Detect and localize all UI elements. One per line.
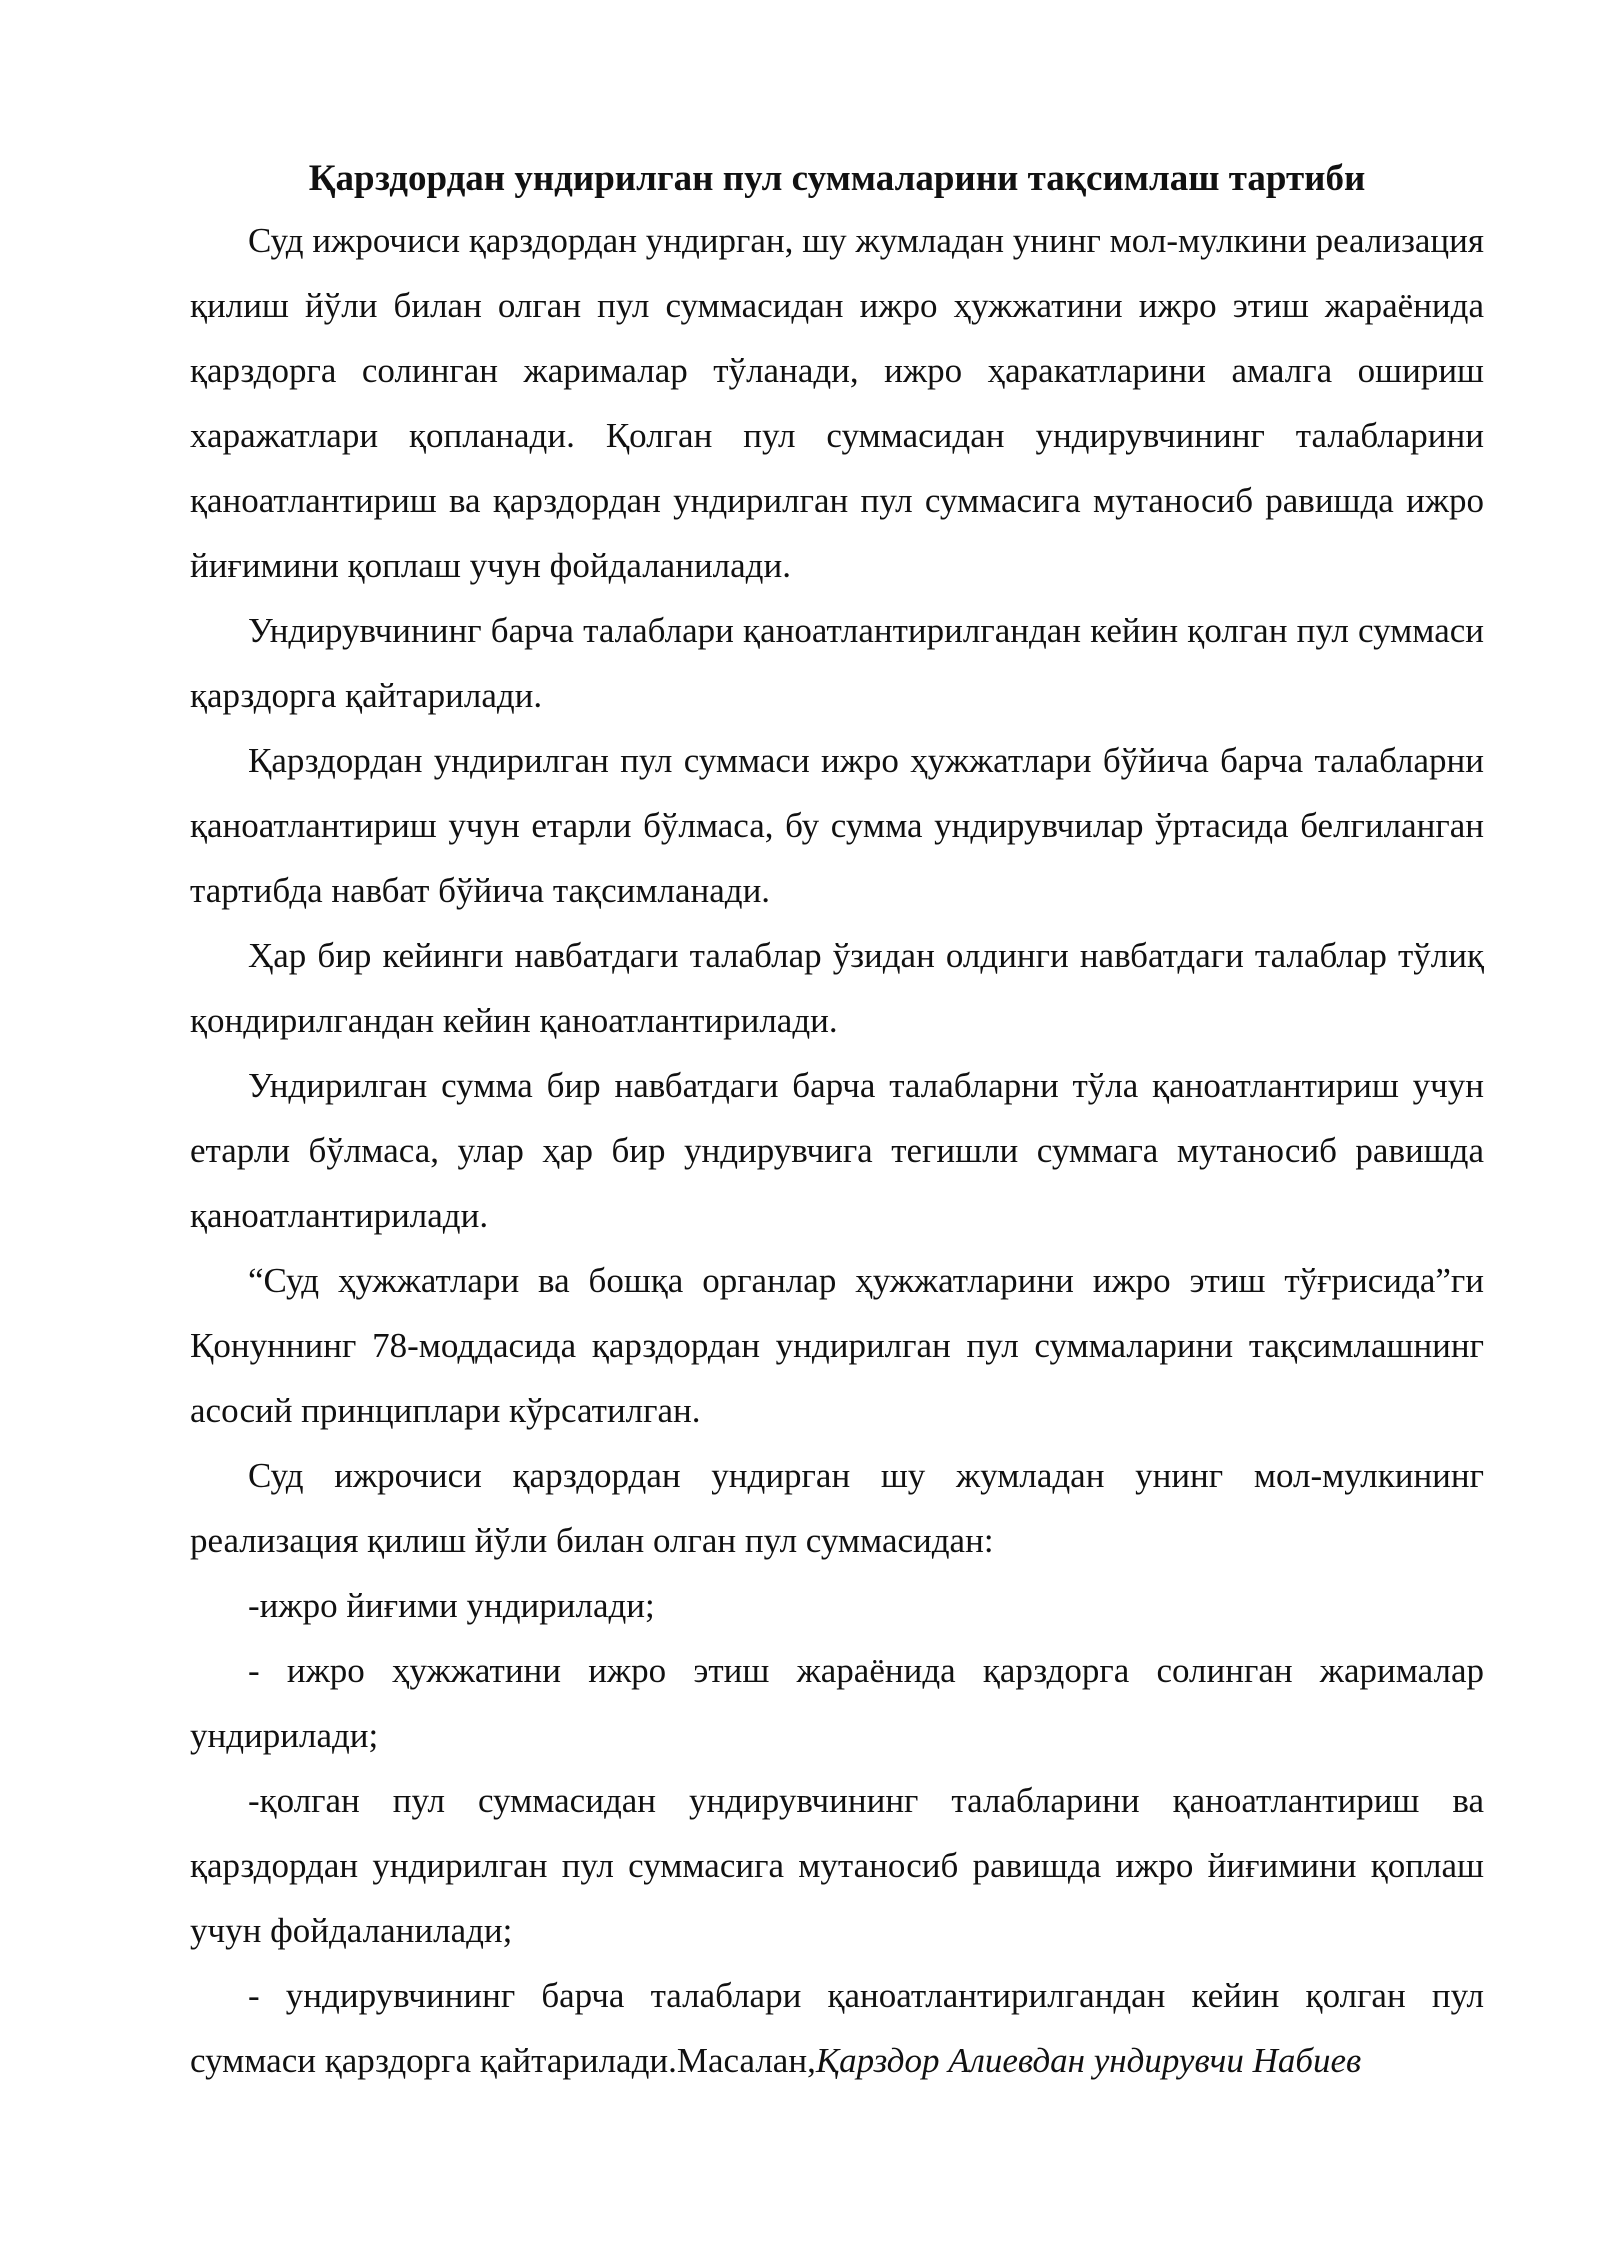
document-title: Қарздордан ундирилган пул суммаларини тақсимлаш тартиби [308,158,1366,199]
paragraph-4: Ҳар бир кейинги навбатдаги талаблар ўзидан олдинги навбатдаги талаблар тўлиқ қондирилгандан кейин қаноатлантирилади. [190,936,1484,1040]
list-item-1: -ижро йиғими ундирилади; [248,1586,655,1625]
example-italic-text: Қарздор Алиевдан ундирувчи Набиев [815,2041,1362,2080]
paragraph-7: Суд ижрочиси қарздордан ундирган шу жумладан унинг мол-мулкининг реализация қилиш йўли билан олган пул суммасидан: [190,1456,1484,1560]
paragraph-6: “Суд ҳужжатлари ва бошқа органлар ҳужжатларини ижро этиш тўғрисида”ги Қонуннинг 78-моддасида қарздордан ундирилган пул суммаларини тақсимлашнинг асосий принциплари кўрсатилган. [190,1261,1484,1430]
paragraph-3: Қарздордан ундирилган пул суммаси ижро ҳужжатлари бўйича барча талабларни қаноатлантириш учун етарли бўлмаса, бу сумма ундирувчилар ўртасида белгиланган тартибда навбат бўйича тақсимланади. [190,741,1484,910]
list-item-3: -қолган пул суммасидан ундирувчининг талабларини қаноатлантириш ва қарздордан ундирилган пул суммасига мутаносиб равишда ижро йиғимини қоплаш учун фойдаланилади; [190,1781,1484,1950]
list-item-4-text: - ундирувчининг барча талаблари қаноатлантирилгандан кейин қолган пул суммаси қарздорга қайтарилади.Масалан, [190,1976,1484,2080]
paragraph-1: Суд ижрочиси қарздордан ундирган, шу жумладан унинг мол-мулкини реализация қилиш йўли билан олган пул суммасидан ижро ҳужжатини ижро этиш жараёнида қарздорга солинган жарималар тўланади, ижро ҳаракатларини амалга ошириш харажатлари қопланади. Қолган пул суммасидан ундирувчининг талабларини қаноатлантириш ва қарздордан ундирилган пул суммасига мутаносиб равишда ижро йиғимини қоплаш учун фойдаланилади. [190,221,1484,585]
list-item-2: - ижро ҳужжатини ижро этиш жараёнида қарздорга солинган жарималар ундирилади; [190,1651,1484,1755]
paragraph-5: Ундирилган сумма бир навбатдаги барча талабларни тўла қаноатлантириш учун етарли бўлмаса, улар ҳар бир ундирувчига тегишли суммага мутаносиб равишда қаноатлантирилади. [190,1066,1484,1235]
list-item-4 [190,1963,1484,2093]
document-body [190,150,1484,2093]
paragraph-2: Ундирувчининг барча талаблари қаноатлантирилгандан кейин қолган пул суммаси қарздорга қайтарилади. [190,611,1484,715]
